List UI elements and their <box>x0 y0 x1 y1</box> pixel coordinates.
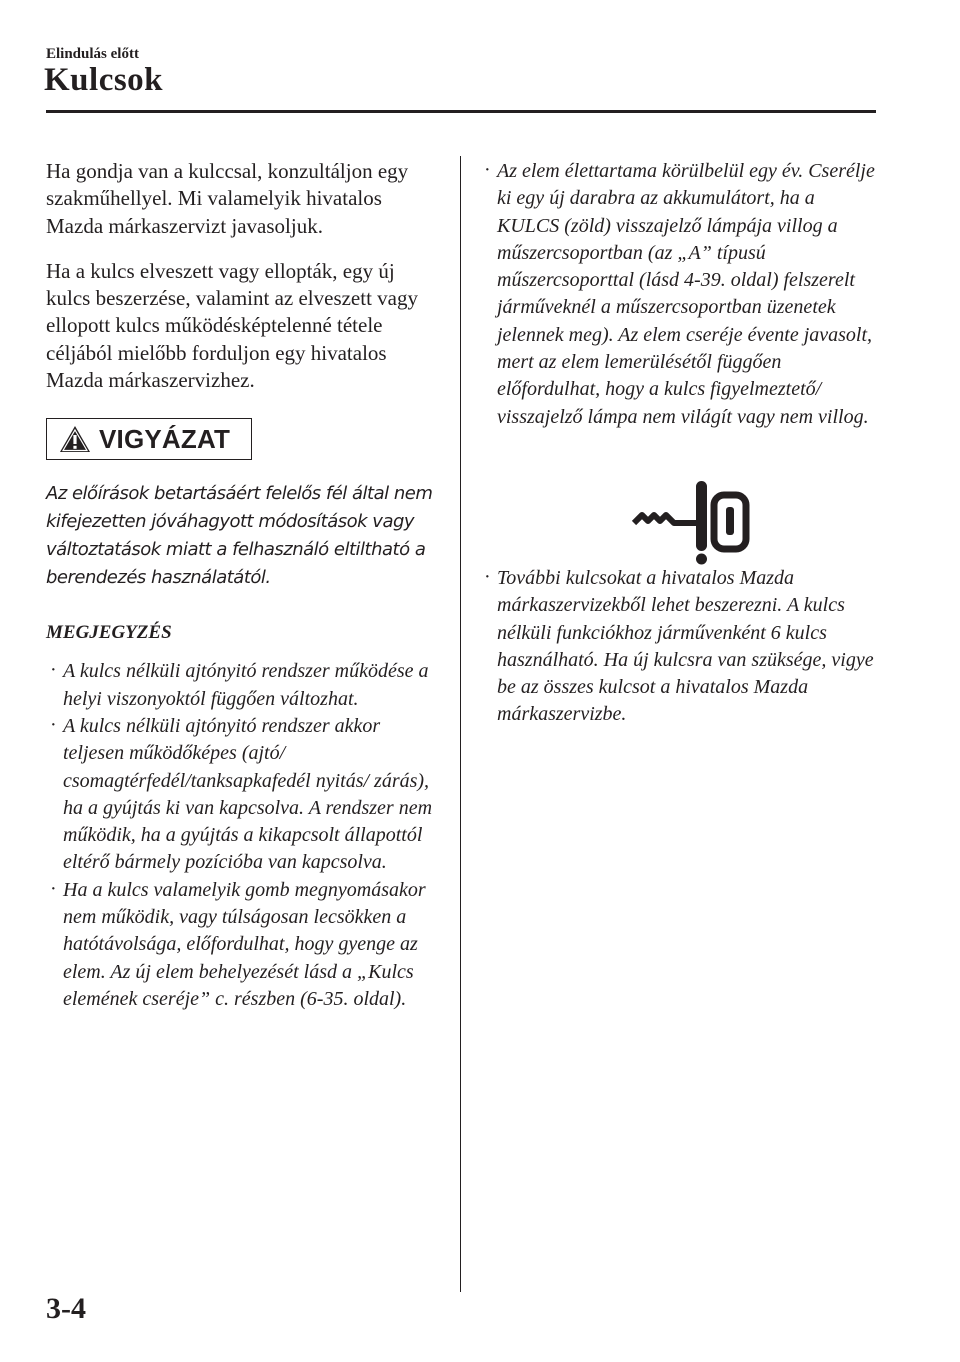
note-item: · Az elem élettartama körülbelül egy év. Cserélje ki egy új darabra az akkumulátort, ha a KULCS (zöld) visszajelző lámpája villog a műszercsoportban (az „A” típusú műszercsoporttal (lásd 4-39. oldal) felszerelt járműveknél a műszercsoportban üzenetek jelennek meg). Az elem cseréje évente javasolt, mert az elem lemerülésétől függően előfordulhat, hogy a kulcs figyelmeztető/ visszajelző lámpa nem világít vagy nem villog. <box>480 158 880 431</box>
note-list <box>46 658 441 1013</box>
header-rule <box>46 110 876 113</box>
left-column <box>46 158 441 1013</box>
section-label: Elindulás előtt <box>46 46 139 62</box>
intro-paragraph: Ha gondja van a kulccsal, konzultáljon egy szakműhellyel. Mi valamelyik hivatalos Mazda márkaszervizt javasoljuk. <box>46 159 409 238</box>
warning-title: VIGYÁZAT <box>99 423 231 454</box>
note-item: · További kulcsokat a hivatalos Mazda márkaszervizekből lehet beszerezni. A kulcs nélküli funkciókhoz járművenként 6 kulcs használható. Ha új kulcsra van szüksége, vigye be az összes kulcsot a hivatalos Mazda márkaszervizbe. <box>480 565 880 729</box>
note-title: MEGJEGYZÉS <box>46 622 172 644</box>
note-item: · A kulcs nélküli ajtónyitó rendszer akkor teljesen működőképes (ajtó/ csomagtérfedél/tanksapkafedél nyitás/ zárás), ha a gyújtás ki van kapcsolva. A rendszer nem működik, ha a gyújtás a kikapcsolt állapottól eltérő bármely pozícióba van kapcsolva. <box>46 713 441 877</box>
key-warning-indicator-icon <box>630 481 750 565</box>
column-divider <box>460 156 461 1292</box>
note-item: · Ha a kulcs valamelyik gomb megnyomásakor nem működik, vagy túlságosan lecsökken a hatótávolsága, előfordulhat, hogy gyenge az elem. Az új elem behelyezését lásd a „Kulcs elemének cseréje” c. részben (6-35. oldal). <box>46 877 441 1013</box>
extra-keys-note-list <box>480 565 880 729</box>
right-column <box>480 158 880 729</box>
lost-key-paragraph: Ha a kulcs elveszett vagy ellopták, egy új kulcs beszerzése, valamint az elveszett vagy ellopott kulcs működésképtelenné tétele céljából mielőbb forduljon egy hivatalos Mazda márkaszervizhez. <box>46 258 418 393</box>
warning-text: Az előírások betartásáért felelős fél által nem kifejezetten jóváhagyott módosítások vagy változtatások miatt a felhasználó eltiltható a berendezés használatától. <box>46 483 433 589</box>
warning-banner <box>46 418 252 460</box>
page-number: 3-4 <box>46 1292 86 1325</box>
page-title: Kulcsok <box>44 62 164 98</box>
note-item: · A kulcs nélküli ajtónyitó rendszer működése a helyi viszonyoktól függően változhat. <box>46 658 441 713</box>
warning-triangle-icon <box>59 425 91 453</box>
battery-note-list <box>480 158 880 431</box>
